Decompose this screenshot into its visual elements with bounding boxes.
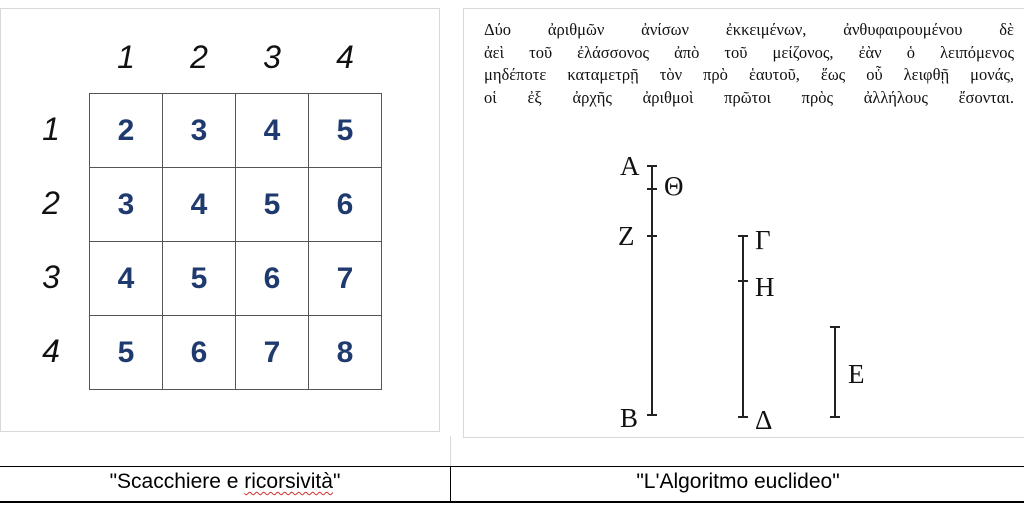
row-header: 3: [42, 259, 60, 295]
text-line: ἀεὶ τοῦ ἐλάσσονος ἀπὸ τοῦ μείζονος, ἐὰν ὁ λειπόμενος: [484, 42, 1014, 62]
grid-cell: 4: [236, 94, 309, 168]
label-b: B: [620, 403, 639, 433]
column-header: 2: [190, 39, 208, 75]
caption-euclid: "L'Algoritmo euclideo": [450, 467, 1024, 501]
caption-prefix: "Scacchiere e: [109, 470, 245, 493]
grid-cell: 7: [309, 242, 382, 316]
grid-row: [90, 242, 382, 316]
grid-row: [90, 94, 382, 168]
text-line: μηδέποτε καταμετρῇ τὸν πρὸ ἑαυτοῦ, ἕως οὗ λειφθῇ μονάς,: [484, 65, 1014, 84]
grid-cell: 5: [163, 242, 236, 316]
grid-cell: 4: [90, 242, 163, 316]
grid-row: [90, 168, 382, 242]
grid-cell: 6: [163, 316, 236, 390]
sum-table: [89, 93, 382, 390]
grid-cell: 6: [309, 168, 382, 242]
sum-grid: [89, 93, 382, 390]
grid-cell: 7: [236, 316, 309, 390]
row-header: 4: [42, 333, 60, 369]
grid-cell: 8: [309, 316, 382, 390]
label-a: A: [620, 151, 640, 181]
label-delta: Δ: [755, 405, 773, 435]
column-header: 1: [117, 39, 135, 75]
grid-cell: 5: [90, 316, 163, 390]
grid-cell: 3: [90, 168, 163, 242]
label-theta: Θ: [664, 171, 684, 201]
caption-row: [0, 466, 1024, 503]
row-header: 2: [42, 185, 60, 221]
segment-gamma-delta: [738, 236, 748, 417]
grid-cell: 5: [236, 168, 309, 242]
label-z: Z: [618, 221, 635, 251]
grid-cell: 6: [236, 242, 309, 316]
text-line: οἱ ἐξ ἀρχῆς ἀριθμοὶ πρῶτοι πρὸς ἀλλήλους ἔσονται.: [484, 87, 1014, 107]
column-divider: [450, 436, 451, 466]
grid-cell: 2: [90, 94, 163, 168]
addition-grid-panel: [0, 8, 440, 432]
segment-ab: [647, 166, 657, 415]
label-e: E: [848, 359, 865, 389]
row-header: 1: [42, 111, 60, 147]
grid-cell: 5: [309, 94, 382, 168]
column-header: 4: [336, 39, 354, 75]
euclid-panel: [463, 8, 1024, 438]
column-header: 3: [263, 39, 281, 75]
euclid-diagram: [464, 9, 1024, 437]
label-h: H: [755, 272, 775, 302]
caption-chessboard: [0, 467, 450, 501]
spellcheck-word: ricorsività: [244, 470, 333, 493]
label-gamma: Γ: [755, 225, 771, 255]
caption-suffix: ": [332, 470, 341, 493]
grid-cell: 3: [163, 94, 236, 168]
segment-e: [830, 327, 840, 417]
text-line: Δύο ἀριθμῶν ἀνίσων ἐκκειμένων, ἀνθυφαιρουμένου δὲ: [484, 20, 1014, 39]
grid-row: [90, 316, 382, 390]
grid-cell: 4: [163, 168, 236, 242]
